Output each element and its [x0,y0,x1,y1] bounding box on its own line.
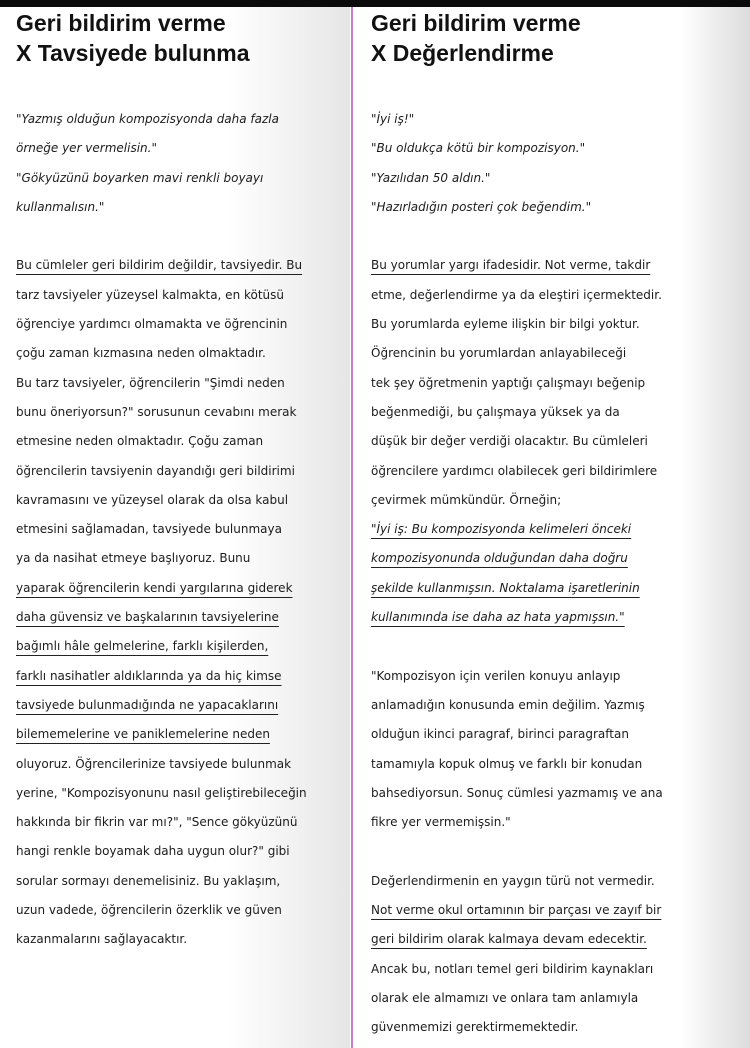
body-line: öğrencilerin tavsiyenin dayandığı geri bildirimi [16,463,295,478]
body-line: "Kompozisyon için verilen konuyu anlayıp [371,668,621,683]
body-line: anlamadığın konusunda emin değilim. Yazmış [371,697,645,712]
body-line: kazanmalarını sağlayacaktır. [16,932,188,947]
body-line: ya da nasihat etmeye başlıyoruz. Bunu [16,551,251,566]
body-line: Öğrencinin bu yorumlardan anlayabileceği [371,346,627,361]
right-example [371,515,707,632]
left-column [16,8,346,955]
body-line: tavsiyede bulunmadığında ne yapacaklarını [16,697,279,712]
quote-line: "İyi iş!" [371,112,415,126]
body-line: tek şey öğretmenin yaptığı çalışmayı beğenip [371,375,646,390]
body-line: sorular sormayı denemelisiniz. Bu yaklaşım, [16,873,281,888]
heading-line: Geri bildirim verme [16,10,226,36]
body-line: daha güvensiz ve başkalarının tavsiyelerine [16,610,279,625]
right-body-3 [371,867,707,1043]
column-divider [351,7,353,1048]
body-line: Bu cümleler geri bildirim değildir, tavsiyedir. Bu [16,258,303,273]
left-heading [16,8,346,68]
quote-line: "Gökyüzünü boyarken mavi renkli boyayı [16,170,264,185]
body-line: yerine, "Kompozisyonunu nasıl geliştirebileceğin [16,785,307,800]
body-line: etmesini sağlamadan, tavsiyede bulunmaya [16,522,282,537]
body-line: etme, değerlendirme ya da eleştiri içermektedir. [371,287,662,302]
body-line: bağımlı hâle gelmelerine, farklı kişilerden, [16,639,269,654]
body-line: yaparak öğrencilerin kendi yargılarına giderek [16,580,293,595]
top-border [0,0,750,7]
example-line: kompozisyonunda olduğundan daha doğru [371,551,628,566]
right-column [371,8,707,1043]
body-line: tamamıyla kopuk olmuş ve farklı bir konudan [371,756,643,771]
right-body-2 [371,662,707,838]
quote-line: örneğe yer vermelisin." [16,141,157,156]
left-body [16,251,346,954]
body-line: uzun vadede, öğrencilerin özerklik ve güven [16,903,282,918]
body-line: düşük bir değer verdiği olacaktır. Bu cümleleri [371,434,648,449]
body-line: farklı nasihatler aldıklarında ya da hiç kimse [16,668,282,683]
body-line: Not verme okul ortamının bir parçası ve zayıf bir [371,903,662,918]
body-line: olarak ele almamızı ve onlara tam anlamıyla [371,990,639,1005]
body-line: Değerlendirmenin en yaygın türü not vermedir. [371,873,655,888]
body-line: Bu tarz tavsiyeler, öğrencilerin "Şimdi neden [16,375,285,390]
body-line: Bu yorumlar yargı ifadesidir. Not verme, takdir [371,258,651,273]
heading-line: X Tavsiyede bulunma [16,40,250,66]
right-heading [371,8,707,68]
example-line: şekilde kullanmışsın. Noktalama işaretlerinin [371,580,640,595]
body-line: bahsediyorsun. Sonuç cümlesi yazmamış ve ana [371,785,663,800]
body-line: güvenmemizi gerektirmemektedir. [371,1020,579,1035]
example-line: kullanımında ise daha az hata yapmışsın." [371,610,625,625]
body-line: tarz tavsiyeler yüzeysel kalmakta, en kötüsü [16,287,285,302]
right-quotes [371,105,707,222]
heading-line: Geri bildirim verme [371,10,581,36]
body-line: öğrenciye yardımcı olmamakta ve öğrencinin [16,317,288,332]
body-line: hangi renkle boyamak daha uygun olur?" gibi [16,844,290,859]
example-line: "İyi iş: Bu kompozisyonda kelimeleri önceki [371,522,632,537]
body-line: öğrencilere yardımcı olabilecek geri bildirimlere [371,463,658,478]
quote-line: kullanmalısın." [16,199,105,214]
left-quotes [16,105,346,222]
body-line: geri bildirim olarak kalmaya devam edecektir. [371,932,647,947]
body-line: fikre yer vermemişsin." [371,815,511,830]
body-line: çevirmek mümkündür. Örneğin; [371,492,562,507]
body-line: Ancak bu, notları temel geri bildirim kaynakları [371,961,654,976]
quote-line: "Yazılıdan 50 aldın." [371,170,491,185]
quote-line: "Bu oldukça kötü bir kompozisyon." [371,141,586,156]
body-line: hakkında bir fikrin var mı?", "Sence gökyüzünü [16,815,298,830]
quote-line: "Yazmış olduğun kompozisyonda daha fazla [16,112,279,126]
body-line: bilememelerine ve paniklemelerine neden [16,727,270,742]
right-body-1 [371,251,707,515]
body-line: etmesine neden olmaktadır. Çoğu zaman [16,434,264,449]
body-line: bunu öneriyorsun?" sorusunun cevabını merak [16,404,297,419]
body-line: Bu yorumlarda eyleme ilişkin bir bilgi yoktur. [371,317,640,332]
body-line: beğenmediği, bu çalışmaya yüksek ya da [371,404,620,419]
body-line: kavramasını ve yüzeysel olarak da olsa kabul [16,492,289,507]
body-line: oluyoruz. Öğrencilerinize tavsiyede bulunmak [16,756,292,771]
quote-line: "Hazırladığın posteri çok beğendim." [371,199,592,214]
body-line: olduğun ikinci paragraf, birinci paragraftan [371,727,629,742]
body-line: çoğu zaman kızmasına neden olmaktadır. [16,346,266,361]
heading-line: X Değerlendirme [371,40,554,66]
